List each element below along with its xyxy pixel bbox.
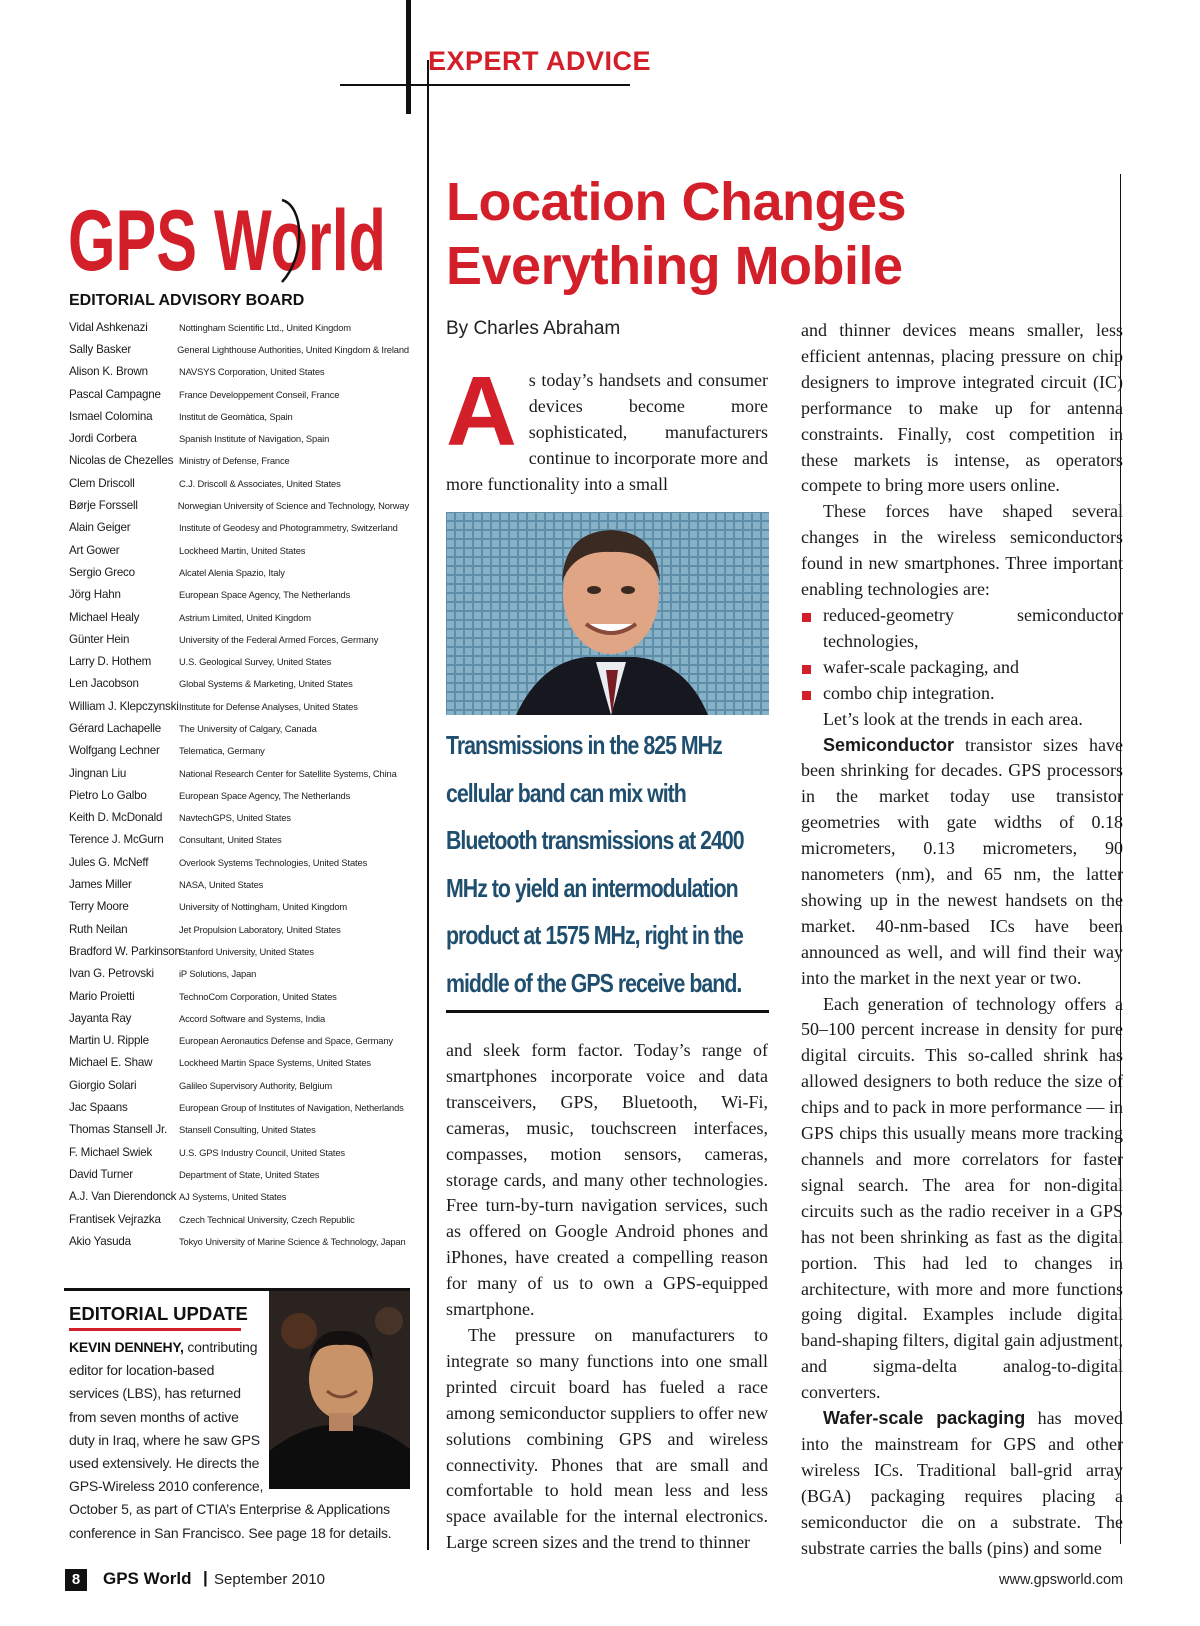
section-label: EXPERT ADVICE: [428, 46, 652, 76]
board-member-row: [69, 561, 409, 583]
list-item: combo chip integration.: [801, 681, 1123, 707]
footer-date: September 2010: [214, 1571, 325, 1588]
board-member-affiliation: Stanford University, United States: [179, 945, 314, 957]
byline: By Charles Abraham: [446, 318, 621, 339]
board-member-row: [69, 896, 409, 918]
board-member-name: Michael Healy: [69, 610, 140, 624]
board-member-name: Martin U. Ripple: [69, 1034, 149, 1048]
update-line: used extensively. He directs the: [69, 1455, 260, 1472]
board-member-name: Larry D. Hothem: [69, 655, 152, 669]
board-member-row: [69, 316, 409, 338]
board-member-affiliation: NavtechGPS, United States: [179, 812, 291, 824]
body-paragraph: Wafer-scale packaging has moved into the mainstream for GPS and other wireless ICs. Traditional ball-grid array (BGA) packaging requires placing a semiconductor die on a substrate. The substrate carries the balls (pins) and some: [801, 1408, 1124, 1558]
headline-line-1: Location Changes: [446, 172, 907, 232]
board-member-row: [69, 405, 409, 427]
board-member-name: Mario Proietti: [69, 989, 135, 1003]
board-member-name: Giorgio Solari: [69, 1078, 137, 1092]
update-author-name: KEVIN DENNEHY,: [69, 1339, 184, 1355]
advisory-board-list: [69, 316, 409, 1252]
board-member-name: David Turner: [69, 1167, 133, 1181]
board-member-affiliation: U.S. Geological Survey, United States: [179, 656, 332, 668]
board-member-affiliation: European Space Agency, The Netherlands: [179, 789, 351, 801]
board-member-affiliation: University of the Federal Armed Forces, Germany: [179, 633, 379, 645]
board-member-name: Clem Driscoll: [69, 476, 135, 490]
technology-list: [801, 603, 1123, 707]
board-member-affiliation: General Lighthouse Authorities, United Kingdom & Ireland: [177, 343, 409, 355]
board-member-name: Alain Geiger: [69, 521, 131, 535]
board-member-affiliation: European Space Agency, The Netherlands: [179, 589, 351, 601]
board-member-row: [69, 1074, 409, 1096]
board-member-affiliation: European Aeronautics Defense and Space, Germany: [179, 1035, 393, 1047]
board-member-row: [69, 427, 409, 449]
board-member-name: Jörg Hahn: [69, 588, 121, 602]
pull-quote-rule: [446, 1010, 769, 1013]
board-member-row: [69, 673, 409, 695]
board-member-row: [69, 338, 409, 360]
footer-separator: |: [203, 1568, 208, 1587]
board-member-affiliation: TechnoCom Corporation, United States: [179, 990, 337, 1002]
update-line: conference in San Francisco. See page 18 for details.: [69, 1524, 392, 1541]
update-line: KEVIN DENNEHY, contributing: [69, 1339, 258, 1355]
body-paragraph: and thinner devices means smaller, less efficient antennas, placing pressure on chip designers to improve integrated circuit (IC) performance to make up for antenna constraints. Finally, cost competition in these markets is intense, as operators compete to bring more users online.: [801, 320, 1123, 496]
list-item: reduced-geometry semiconductor technologies,: [801, 603, 1123, 655]
board-member-name: Sally Basker: [69, 342, 132, 356]
gps-world-logo: [68, 193, 398, 289]
board-member-row: [69, 829, 409, 851]
board-member-row: [69, 517, 409, 539]
board-member-row: [69, 807, 409, 829]
update-line: October 5, as part of CTIA’s Enterprise & Applications: [69, 1501, 390, 1518]
board-member-name: Günter Hein: [69, 632, 130, 646]
logo-text: GPS World: [68, 193, 386, 289]
board-member-name: Jac Spaans: [69, 1101, 128, 1115]
board-member-name: Sergio Greco: [69, 565, 135, 579]
board-member-row: [69, 784, 409, 806]
pull-quote: Transmissions in the 825 MHz cellular band can mix with Bluetooth transmissions at 2400 MHz to yield an intermodulation product at 1575 MHz, right in the middle of the GPS receive band.: [446, 730, 744, 998]
board-member-affiliation: Global Systems & Marketing, United States: [179, 678, 353, 690]
article-lead: [446, 356, 768, 498]
board-member-name: Michael E. Shaw: [69, 1056, 153, 1070]
body-paragraph: Let’s look at the trends in each area.: [823, 708, 1083, 729]
board-member-name: Jayanta Ray: [69, 1011, 132, 1025]
board-member-row: [69, 1163, 409, 1185]
column-rule-vertical: [427, 60, 429, 1550]
board-member-row: [69, 1007, 409, 1029]
body-paragraph: The pressure on manufacturers to integrate so many functions into one small printed circuit board has fueled a race among semiconductor suppliers to offer new solutions combining GPS and wireless connectivity. Phones that are small and comfortable to hold mean less and less space available for the internal electronics. Large screen sizes and the trend to thinner: [446, 1324, 768, 1553]
board-member-affiliation: Institute of Geodesy and Photogrammetry, Switzerland: [179, 522, 398, 534]
update-line: services (LBS), has returned: [69, 1385, 241, 1402]
board-member-affiliation: U.S. GPS Industry Council, United States: [179, 1146, 345, 1158]
editorial-update-underline: [69, 1328, 241, 1331]
board-member-affiliation: France Developpement Conseil, France: [179, 388, 340, 400]
board-member-name: Thomas Stansell Jr.: [69, 1123, 168, 1137]
board-member-row: [69, 584, 409, 606]
header-rule-vertical-thick: [406, 0, 411, 114]
body-paragraph: Each generation of technology offers a 50–100 percent increase in density for pure digital circuits. This so-called shrink has allowed designers to both reduce the size of chips and to pack in more performance — in GPS chips this usually means more tracking channels and more correlators for faster signal search. The area for non-digital circuits such as the radio receiver in a GPS has not been shrinking as fast as the digital portion. This had led to changes in architecture, with more and more functions going digital. Examples include digital band-shaping filters, digital gain adjustment, and sigma-delta analog-to-digital converters.: [801, 993, 1123, 1403]
update-line: GPS-Wireless 2010 conference,: [69, 1478, 264, 1495]
board-member-name: Jordi Corbera: [69, 432, 137, 446]
board-member-row: [69, 606, 409, 628]
board-member-affiliation: Alcatel Alenia Spazio, Italy: [179, 566, 285, 578]
board-member-affiliation: iP Solutions, Japan: [179, 968, 257, 980]
board-member-affiliation: National Research Center for Satellite Systems, China: [179, 767, 397, 779]
board-member-affiliation: C.J. Driscoll & Associates, United States: [179, 477, 341, 489]
editorial-update-text: [69, 1336, 394, 1545]
board-member-name: Ismael Colomina: [69, 409, 153, 423]
drop-cap: A: [446, 356, 517, 466]
board-member-row: [69, 361, 409, 383]
board-member-affiliation: Consultant, United States: [179, 834, 282, 846]
update-line: duty in Iraq, where he saw GPS: [69, 1431, 260, 1448]
board-member-row: [69, 1230, 409, 1252]
board-member-row: [69, 985, 409, 1007]
board-member-row: [69, 539, 409, 561]
advisory-board-title: EDITORIAL ADVISORY BOARD: [69, 292, 305, 309]
board-member-affiliation: Accord Software and Systems, India: [179, 1012, 326, 1024]
list-item: wafer-scale packaging, and: [801, 655, 1123, 681]
board-member-name: Gérard Lachapelle: [69, 721, 161, 735]
board-member-name: Art Gower: [69, 543, 120, 557]
board-member-affiliation: Norwegian University of Science and Technology, Norway: [177, 500, 409, 512]
board-member-row: [69, 1186, 409, 1208]
board-member-name: Frantisek Vejrazka: [69, 1212, 161, 1226]
board-member-row: [69, 1208, 409, 1230]
board-member-affiliation: Tokyo University of Marine Science & Technology, Japan: [179, 1235, 406, 1247]
author-photo: [446, 512, 769, 715]
board-member-affiliation: Ministry of Defense, France: [179, 455, 290, 467]
board-member-row: [69, 873, 409, 895]
board-member-affiliation: Astrium Limited, United Kingdom: [179, 611, 311, 623]
board-member-name: F. Michael Swiek: [69, 1145, 153, 1159]
board-member-row: [69, 851, 409, 873]
lead-paragraph: s today’s handsets and consumer devices become more sophisticated, manufacturers continue to incorporate more and more functionality into a small: [446, 370, 768, 494]
body-paragraph: These forces have shaped several changes in the wireless semiconductors found in new smartphones. Three important enabling technologies are:: [801, 501, 1123, 600]
board-member-affiliation: Stansell Consulting, United States: [179, 1124, 316, 1136]
header-rule-horizontal: [340, 84, 630, 86]
board-member-affiliation: University of Nottingham, United Kingdom: [179, 901, 348, 913]
board-member-name: A.J. Van Dierendonck: [69, 1190, 177, 1204]
runin-heading-wafer-scale: Wafer-scale packaging: [823, 1408, 1026, 1429]
body-paragraph: and sleek form factor. Today’s range of smartphones incorporate voice and data transceivers, GPS, Bluetooth, Wi-Fi, cameras, music, touchscreen interfaces, compasses, motion sensors, cameras, storage cards, and many other technologies. Free turn-by-turn navigation services, such as offered on Google Android phones and iPhones, have created a compelling reason for many of us to own a GPS-equipped smartphone.: [446, 1040, 768, 1320]
board-member-name: Bradford W. Parkinson: [69, 944, 181, 958]
article-column-middle: [446, 1038, 768, 1556]
board-member-name: Jingnan Liu: [69, 766, 127, 780]
board-member-row: [69, 450, 409, 472]
board-member-row: [69, 494, 409, 516]
board-member-name: Terry Moore: [69, 900, 129, 914]
board-member-name: James Miller: [69, 878, 132, 892]
update-line: from seven months of active: [69, 1408, 239, 1425]
board-member-affiliation: NAVSYS Corporation, United States: [179, 366, 325, 378]
board-member-affiliation: Lockheed Martin, United States: [179, 544, 306, 556]
board-member-row: [69, 740, 409, 762]
board-member-row: [69, 1052, 409, 1074]
board-member-name: Pascal Campagne: [69, 387, 161, 401]
board-member-affiliation: Nottingham Scientific Ltd., United Kingdom: [179, 321, 351, 333]
board-member-name: Len Jacobson: [69, 677, 139, 691]
editorial-update: [64, 1288, 410, 1541]
board-member-affiliation: Department of State, United States: [179, 1168, 320, 1180]
board-member-affiliation: Jet Propulsion Laboratory, United States: [179, 923, 341, 935]
board-member-row: [69, 1030, 409, 1052]
board-member-affiliation: Galileo Supervisory Authority, Belgium: [179, 1079, 333, 1091]
board-member-name: Jules G. McNeff: [69, 855, 149, 869]
board-member-affiliation: Spanish Institute of Navigation, Spain: [179, 433, 330, 445]
update-line: editor for location-based: [69, 1362, 215, 1379]
page-number: 8: [65, 1569, 87, 1591]
board-member-name: Keith D. McDonald: [69, 811, 163, 825]
article-headline: [446, 170, 1126, 298]
board-member-name: Børje Forssell: [69, 499, 138, 513]
board-member-affiliation: NASA, United States: [179, 879, 264, 891]
board-member-name: Wolfgang Lechner: [69, 744, 160, 758]
body-paragraph: Semiconductor transistor sizes have been shrinking for decades. GPS processors in the market today use transistor geometries with gate widths of 0.18 micrometers, 0.13 micrometers, 90 nanometers (nm), and 65 nm, the latter showing up in the newest handsets on the market. 40-nm-based ICs have been announced as well, and will find their way into the market in the next year or two.: [801, 734, 1123, 988]
board-member-affiliation: Institut de Geomàtica, Spain: [179, 410, 293, 422]
board-member-row: [69, 472, 409, 494]
board-member-affiliation: European Group of Institutes of Navigation, Netherlands: [179, 1102, 404, 1114]
board-member-affiliation: Overlook Systems Technologies, United States: [179, 856, 368, 868]
board-member-row: [69, 940, 409, 962]
board-member-row: [69, 628, 409, 650]
board-member-name: Ruth Neilan: [69, 922, 128, 936]
headline-line-2: Everything Mobile: [446, 236, 903, 296]
runin-heading-semiconductor: Semiconductor: [823, 734, 955, 755]
board-member-row: [69, 963, 409, 985]
board-member-row: [69, 1119, 409, 1141]
board-member-affiliation: The University of Calgary, Canada: [179, 722, 317, 734]
board-member-name: Nicolas de Chezelles: [69, 454, 174, 468]
board-member-row: [69, 762, 409, 784]
board-member-row: [69, 650, 409, 672]
board-member-affiliation: AJ Systems, United States: [179, 1191, 287, 1203]
board-member-row: [69, 695, 409, 717]
board-member-affiliation: Institute for Defense Analyses, United States: [179, 700, 358, 712]
board-member-name: Ivan G. Petrovski: [69, 967, 154, 981]
board-member-row: [69, 1096, 409, 1118]
board-member-row: [69, 1141, 409, 1163]
board-member-name: Akio Yasuda: [69, 1234, 131, 1248]
editorial-update-title: EDITORIAL UPDATE: [69, 1303, 248, 1324]
board-member-row: [69, 383, 409, 405]
footer-magazine-name: GPS World: [103, 1569, 192, 1588]
board-member-affiliation: Lockheed Martin Space Systems, United States: [179, 1057, 371, 1069]
board-member-row: [69, 717, 409, 739]
article-column-right: [801, 318, 1123, 1562]
board-member-row: [69, 918, 409, 940]
board-member-name: Terence J. McGurn: [69, 833, 164, 847]
board-member-name: Pietro Lo Galbo: [69, 788, 147, 802]
board-member-affiliation: Czech Technical University, Czech Republic: [179, 1213, 355, 1225]
board-member-affiliation: Telematica, Germany: [179, 745, 265, 757]
board-member-name: Alison K. Brown: [69, 365, 148, 379]
footer-url: www.gpsworld.com: [999, 1572, 1124, 1588]
board-member-name: William J. Klepczynski: [69, 699, 179, 713]
board-member-name: Vidal Ashkenazi: [69, 320, 148, 334]
